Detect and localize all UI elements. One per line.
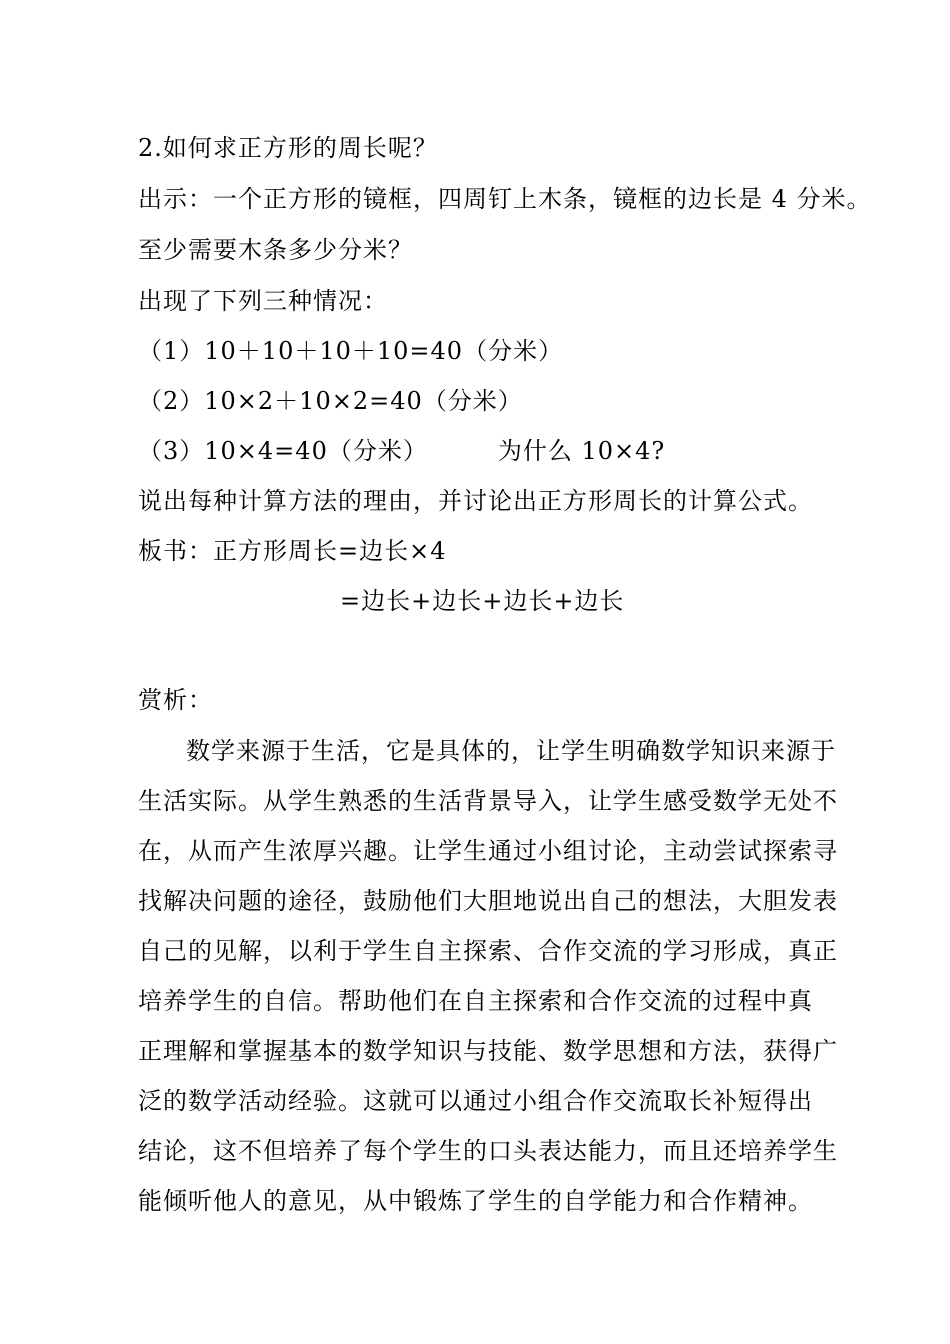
analysis-line: 正理解和掌握基本的数学知识与技能、数学思想和方法，获得广: [138, 1037, 838, 1065]
case-2: （2）10×2＋10×2=40（分米）: [138, 387, 523, 415]
analysis-heading: 赏析：: [138, 686, 213, 714]
case-3-question: 为什么 10×4?: [497, 437, 666, 465]
cases-intro: 出现了下列三种情况：: [138, 287, 388, 315]
analysis-line: 结论，这不但培养了每个学生的口头表达能力，而且还培养学生: [138, 1137, 838, 1165]
case-1: （1）10＋10＋10＋10=40（分米）: [138, 337, 564, 365]
analysis-line: 培养学生的自信。帮助他们在自主探索和合作交流的过程中真: [138, 987, 813, 1015]
problem-text-line-1: 出示：一个正方形的镜框，四周钉上木条，镜框的边长是 4 分米。: [138, 185, 872, 213]
analysis-line: 在，从而产生浓厚兴趣。让学生通过小组讨论，主动尝试探索寻: [138, 837, 838, 865]
analysis-line: 生活实际。从学生熟悉的生活背景导入，让学生感受数学无处不: [138, 787, 838, 815]
analysis-line: 能倾听他人的意见，从中锻炼了学生的自学能力和合作精神。: [138, 1187, 813, 1215]
question-heading: 2.如何求正方形的周长呢？: [138, 134, 438, 162]
analysis-line: 泛的数学活动经验。这就可以通过小组合作交流取长补短得出: [138, 1087, 813, 1115]
analysis-line: 数学来源于生活，它是具体的，让学生明确数学知识来源于: [186, 737, 836, 765]
problem-text-line-2: 至少需要木条多少分米？: [138, 236, 413, 264]
analysis-line: 找解决问题的途径，鼓励他们大胆地说出自己的想法，大胆发表: [138, 887, 838, 915]
board-formula-line-1: 板书：正方形周长=边长×4: [138, 537, 447, 565]
case-3: （3）10×4=40（分米）: [138, 437, 428, 465]
analysis-line: 自己的见解，以利于学生自主探索、合作交流的学习形成，真正: [138, 937, 838, 965]
discussion-text: 说出每种计算方法的理由，并讨论出正方形周长的计算公式。: [138, 487, 813, 515]
board-formula-line-2: =边长+边长+边长+边长: [340, 587, 625, 615]
case-3-row: [138, 436, 665, 466]
